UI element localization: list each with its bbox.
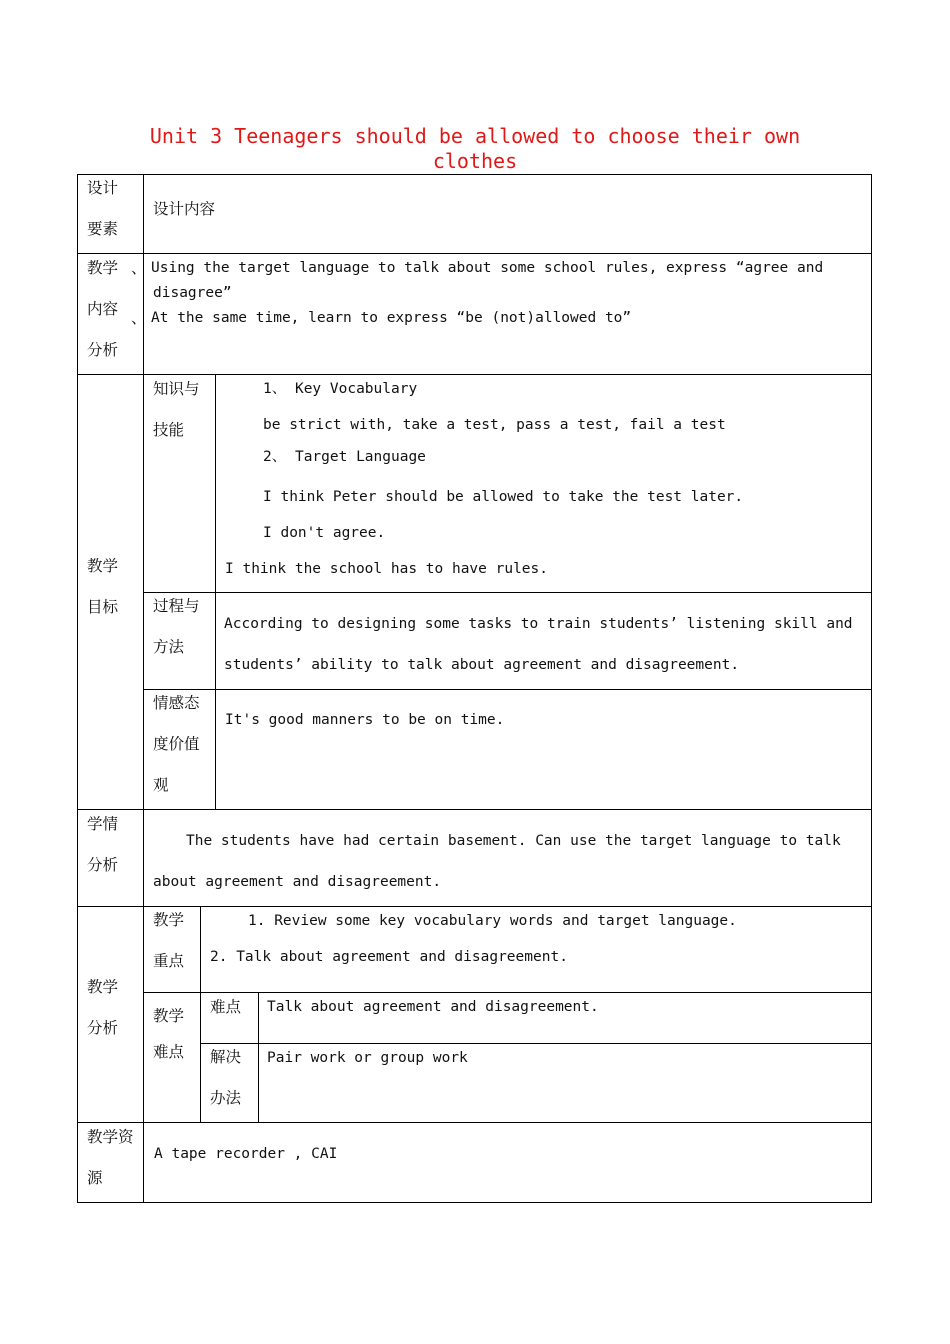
emotion-label-2: 度价值 (153, 735, 200, 753)
knowledge-line-1: 1、 Key Vocabulary (263, 381, 418, 397)
key-points-label-1: 教学 (153, 911, 185, 929)
students-label-1: 学情 (87, 815, 119, 833)
analysis-line-3: At the same time, learn to express “be (not)allowed to” (151, 310, 632, 326)
emotion-text: It's good manners to be on time. (225, 712, 505, 728)
difficult-points-label: 难点 (210, 998, 242, 1016)
analysis-mark-1: 、 (131, 259, 147, 277)
objectives-label-1: 教学 (87, 557, 119, 575)
resources-label-2: 源 (87, 1169, 103, 1187)
solution-text: Pair work or group work (267, 1050, 468, 1066)
emotion-label-1: 情感态 (153, 694, 200, 712)
key-points-line-2: 2. Talk about agreement and disagreement. (210, 949, 568, 965)
design-label-top: 设计 (87, 179, 119, 197)
solution-label-1: 解决 (210, 1048, 242, 1066)
solution-label-2: 办法 (210, 1089, 242, 1107)
title-line-1: Unit 3 Teenagers should be allowed to choose their own (149, 124, 801, 148)
analysis-mark-2: 、 (131, 309, 147, 327)
difficult-points-text: Talk about agreement and disagreement. (267, 999, 599, 1015)
process-label-1: 过程与 (153, 597, 200, 615)
analysis-line-2: disagree” (153, 285, 232, 301)
resources-label-1: 教学资 (87, 1128, 134, 1146)
key-points-line-1: 1. Review some key vocabulary words and target language. (248, 913, 737, 929)
title-line-2: clothes (432, 149, 518, 173)
difficult-label-2: 难点 (153, 1043, 185, 1061)
students-label-2: 分析 (87, 856, 119, 874)
knowledge-line-3: 2、 Target Language (263, 449, 426, 465)
design-content-header: 设计内容 (153, 200, 216, 218)
analysis-label-3: 分析 (87, 341, 119, 359)
teaching-label-1: 教学 (87, 978, 119, 996)
students-line-1: The students have had certain basement. Can use the target language to talk (186, 833, 841, 849)
design-label-bottom: 要素 (87, 220, 119, 238)
students-line-2: about agreement and disagreement. (153, 874, 442, 890)
knowledge-label-2: 技能 (153, 421, 185, 439)
difficult-label-1: 教学 (153, 1007, 185, 1025)
analysis-line-1: Using the target language to talk about some school rules, express “agree and (151, 260, 824, 276)
knowledge-line-4: I think Peter should be allowed to take the test later. (263, 489, 744, 505)
process-line-1: According to designing some tasks to train students’ listening skill and (224, 616, 853, 632)
objectives-label-2: 目标 (87, 598, 119, 616)
document-title (0, 124, 950, 174)
knowledge-line-2: be strict with, take a test, pass a test, fail a test (263, 417, 726, 433)
key-points-label-2: 重点 (153, 952, 185, 970)
resources-text: A tape recorder , CAI (154, 1146, 338, 1162)
knowledge-line-5: I don't agree. (263, 525, 386, 541)
process-label-2: 方法 (153, 638, 185, 656)
analysis-label-1: 教学 (87, 259, 119, 277)
knowledge-line-6: I think the school has to have rules. (225, 561, 549, 577)
teaching-label-2: 分析 (87, 1019, 119, 1037)
knowledge-label-1: 知识与 (153, 380, 200, 398)
process-line-2: students’ ability to talk about agreement and disagreement. (224, 657, 740, 673)
emotion-label-3: 观 (153, 776, 169, 794)
analysis-label-2: 内容 (87, 300, 119, 318)
